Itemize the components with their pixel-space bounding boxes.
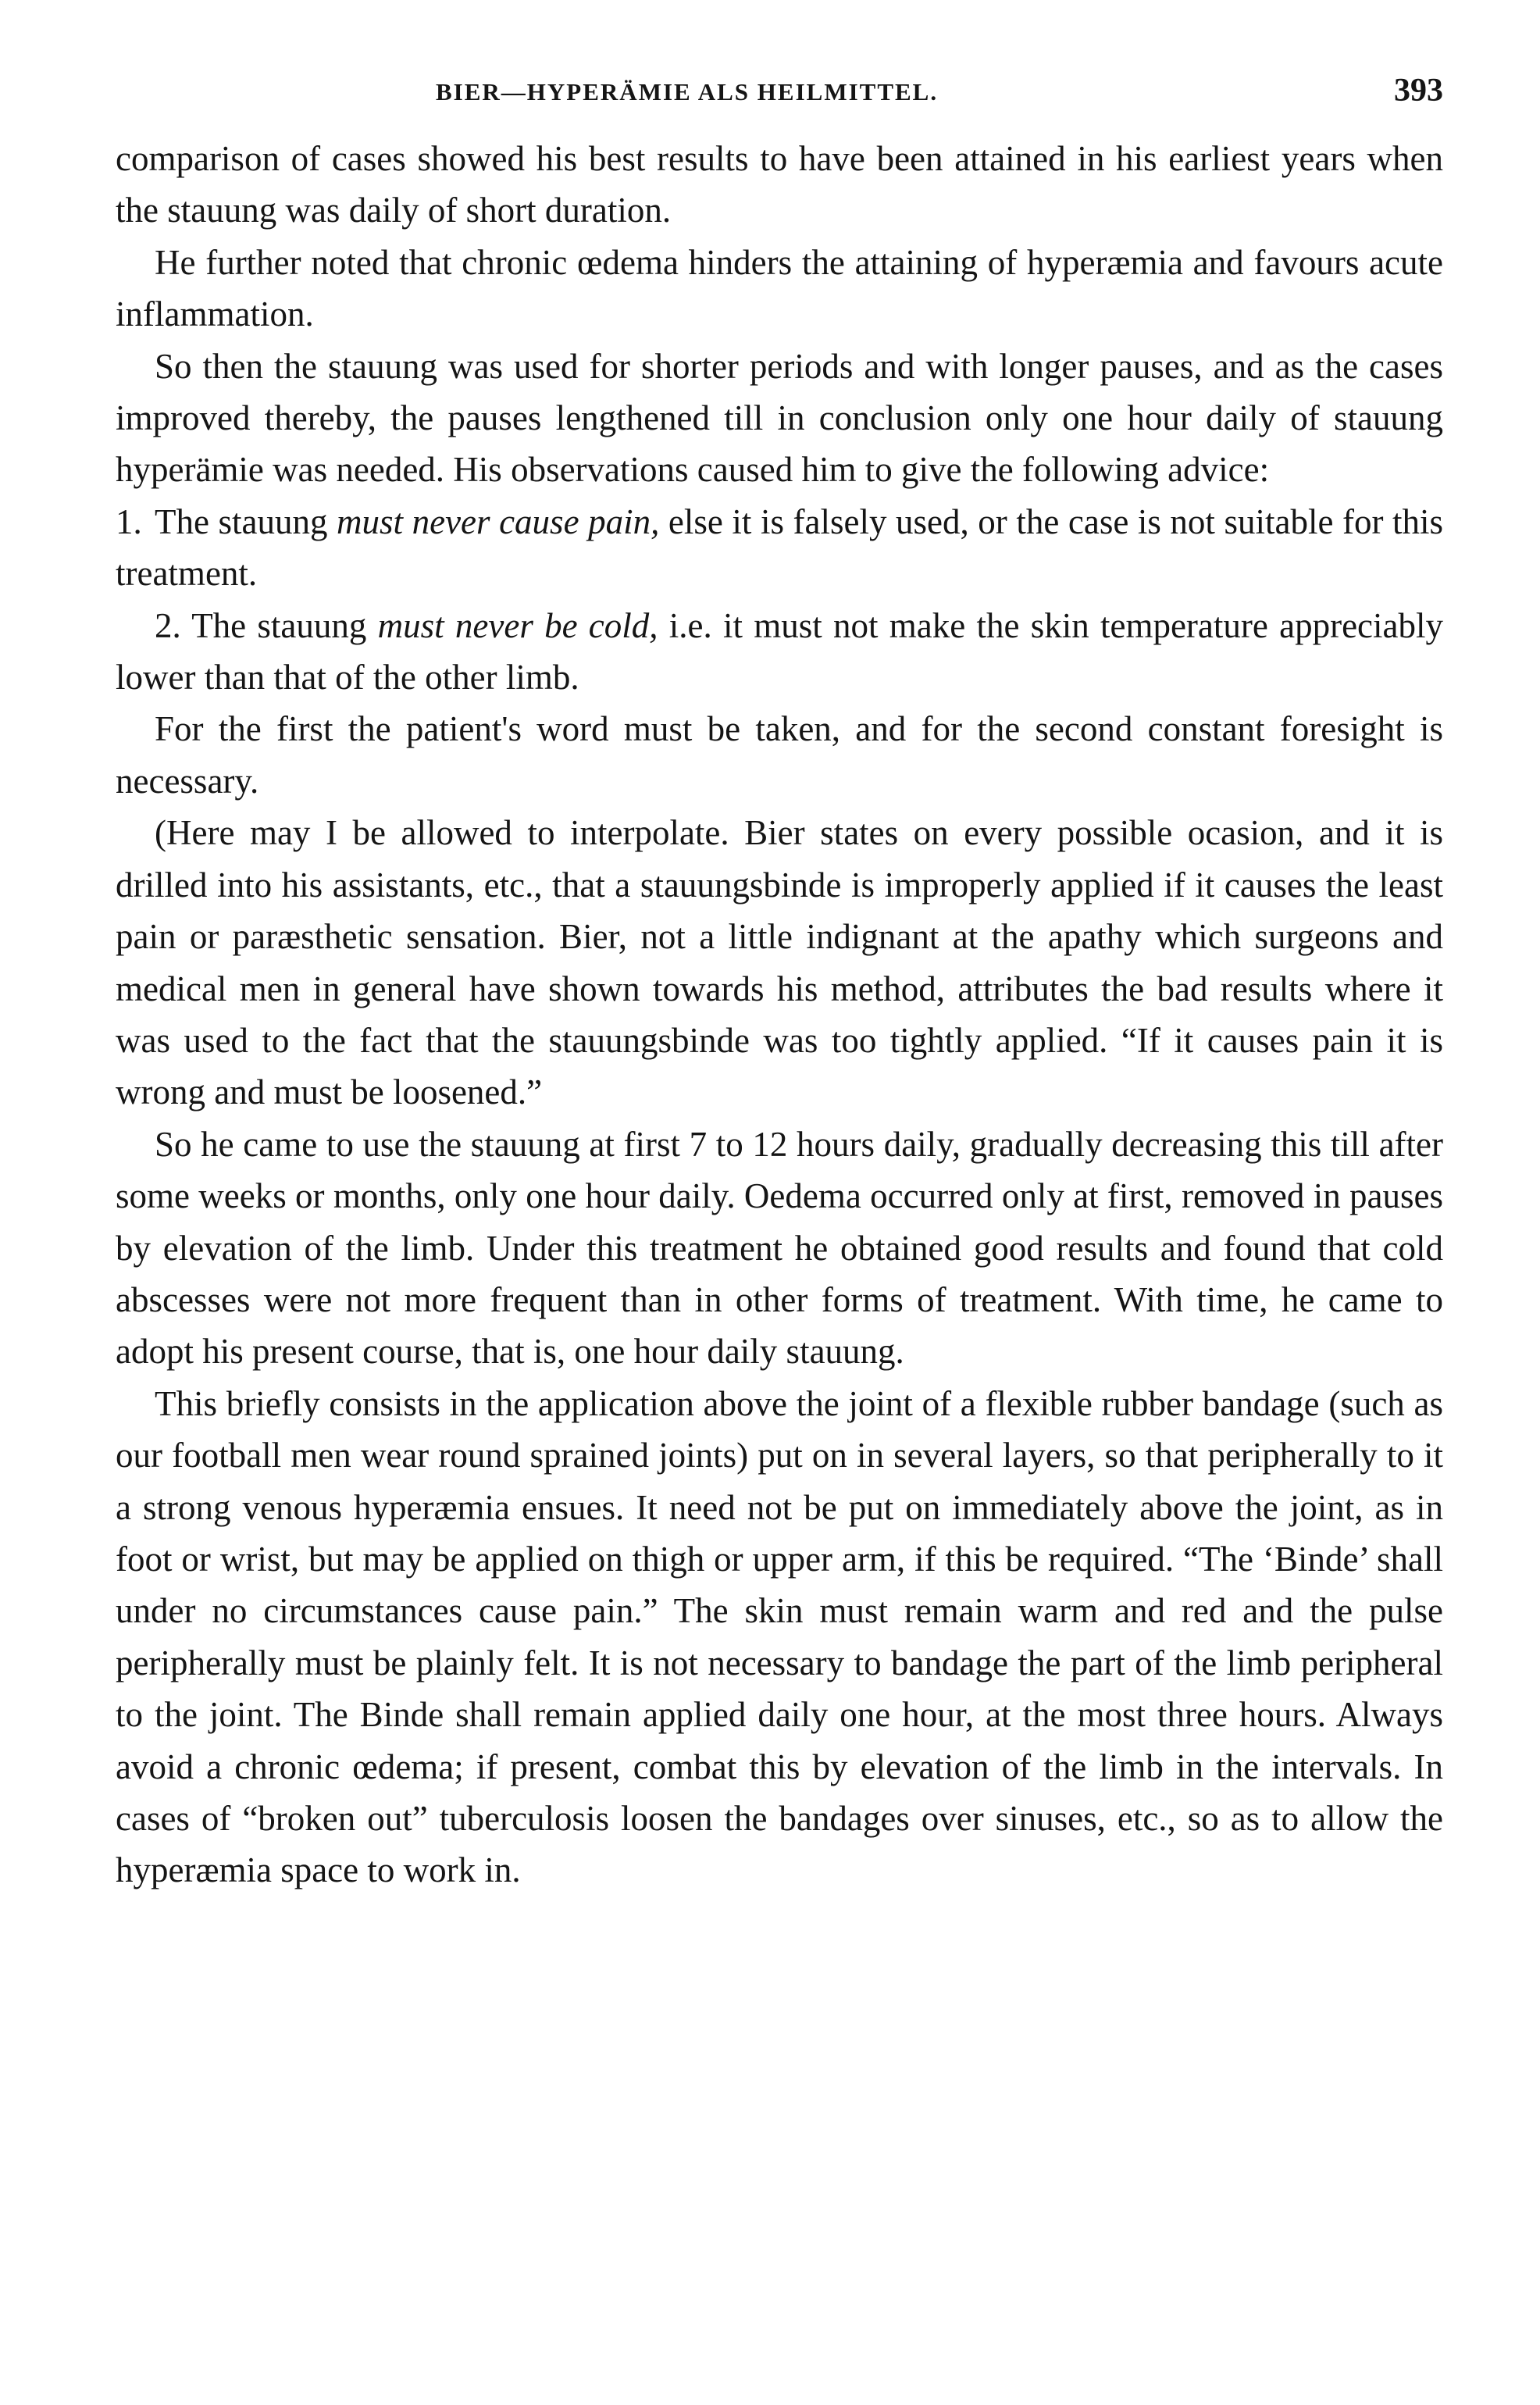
paragraph-interpolation: (Here may I be allowed to interpolate. Bier states on every possible ocasion, and it is drilled into his assistants, etc., that a stauungsbinde is improperly applied if it causes the least pain or paræsthetic sensation. Bier, not a little indignant at the apathy which surgeons and medical men in general have shown towards his method, attributes the bad results where it was used to the fact that the stauungsbinde was too tightly applied. “If it causes pain it is wrong and must be loosened.” — [116, 813, 1443, 1112]
rule-2-after: i.e. it must not make the skin temperature appreciably lower than that of the other limb. — [116, 605, 1443, 698]
paragraph-continued: comparison of cases showed his best results to have been attained in his earliest years when the stauung was daily of short duration. — [116, 139, 1443, 230]
page-number: 393 — [1394, 73, 1443, 109]
running-title: BIER—HYPERÄMIE ALS HEILMITTEL. — [436, 78, 939, 105]
rule-2-number: 2. — [155, 605, 181, 645]
rule-1-before: The stauung — [155, 501, 337, 541]
paragraph-daily-hours: So he came to use the stauung at first 7 to 12 hours daily, gradually decreasing this till after some weeks or months, only one hour daily. Oedema occurred only at first, removed in pauses by elevation of the limb. Under this treatment he obtained good results and found that cold abscesses were not more frequent than in other forms of treatment. With time, he came to adopt his present course, that is, one hour daily stauung. — [116, 1124, 1443, 1372]
rule-1-number: 1. — [116, 501, 142, 541]
rule-1-after: else it is falsely used, or the case is not suitable for this treatment. — [116, 501, 1444, 594]
rule-1-emphasis: must never cause pain, — [337, 501, 660, 541]
rule-2 — [116, 600, 1443, 704]
body-text — [116, 133, 1443, 1897]
book-page — [116, 72, 1443, 1897]
running-head — [116, 72, 1443, 111]
paragraph-patient-word: For the first the patient's word must be taken, and for the second constant foresight is necessary. — [116, 709, 1443, 801]
rule-2-before: The stauung — [191, 605, 378, 645]
paragraph-application: This briefly consists in the application above the joint of a flexible rubber bandage (such as our football men wear round sprained joints) put on in several layers, so that peripherally to it a strong venous hyperæmia ensues. It need not be put on immediately above the joint, as in foot or wrist, but may be applied on thigh or upper arm, if this be required. “The ‘Binde’ shall under no circumstances cause pain.” The skin must remain warm and red and the pulse peripherally must be plainly felt. It is not necessary to bandage the part of the limb peripheral to the joint. The Binde shall remain applied daily one hour, at the most three hours. Always avoid a chronic œdema; if present, combat this by elevation of the limb in the intervals. In cases of “broken out” tuberculosis loosen the bandages over sinuses, etc., so as to allow the hyperæmia space to work in. — [116, 1383, 1443, 1890]
rule-2-emphasis: must never be cold, — [377, 605, 658, 645]
rule-1 — [116, 496, 1443, 600]
paragraph-shorter-periods: So then the stauung was used for shorter periods and with longer pauses, and as the cases improved thereby, the pauses lengthened till in conclusion only one hour daily of stauung hyperämie was needed. His observations caused him to give the following advice: — [116, 346, 1443, 490]
paragraph-chronic-oedema: He further noted that chronic œdema hinders the attaining of hyperæmia and favours acute inflammation. — [116, 242, 1443, 334]
